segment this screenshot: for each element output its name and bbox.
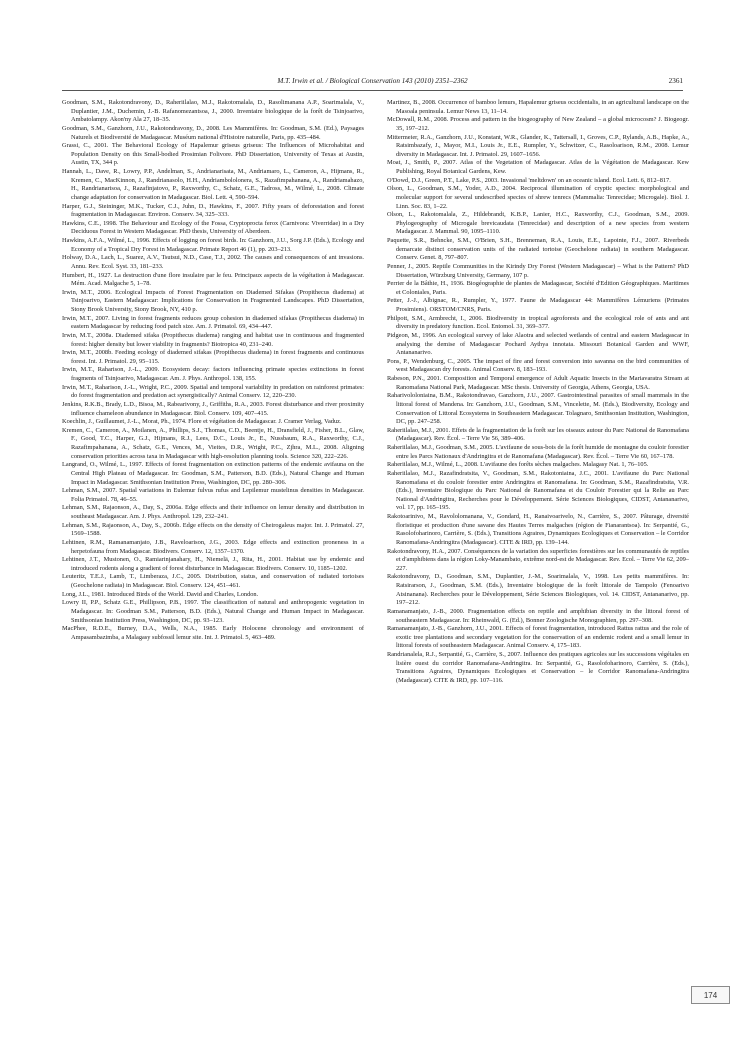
reference-entry: Humbert, H., 1927. La destruction d'une flore insulaire par le feu. Principaux aspects de la végétation à Madagascar. Mém. Acad. Malgache 5, 1–78.: [62, 271, 364, 288]
journal-citation: M.T. Irwin et al. / Biological Conservation 143 (2010) 2351–2362: [277, 77, 468, 85]
reference-entry: Koechlin, J., Guillaumet, J.-L., Morat, Ph., 1974. Flore et végétation de Madagascar. J. Cramer Verlag, Vaduz.: [62, 418, 342, 426]
reference-entry: Pidgeon, M., 1996. An ecological survey of lake Alaotra and selected wetlands of central and eastern Madagascar in analysing the demise of Madagascar Pochard Aythya innotata. Missouri Botanical Garden and WWF, Antananarivo.: [387, 331, 689, 357]
reference-entry: Hawkins, A.F.A., Wilmé, L., 1996. Effects of logging on forest birds. In: Ganzhorn, J.U., Sorg J.P. (Eds.), Ecology and Economy of a Tropical Dry Forest in Madagascar. Primate Report 46 (1), pp. 203–213.: [62, 237, 364, 253]
reference-entry: MacPhee, R.D.E., Burney, D.A., Wells, N.A., 1985. Early Holocene chronology and environment of Ampasambazimba, a Malagasy subfossil lemur site. Int. J. Primatol. 5, 463–489.: [62, 625, 364, 641]
reference-entry: Rakotoarinivo, M., Ravololomanana, V., Gondard, H., Ranaivoarivelo, N., Carrière, S., 2007. Pâturage, diversité floristique et production d'une savane des Hautes Terres malgaches (région de Fianarantsoa). In: Serpantié, G., Rasolofoharinoro, Carrière, S. (Eds.), Transitions Agraires, Dynamiques Ecologiques et Conservation – le Corridor Ranomafana-Andringitra (Madagascar). CITE & IRD, pp. 139–144.: [387, 513, 689, 546]
reference-entry: Lehman, S.M., Rajaonson, A., Day, S., 2006b. Edge effects on the density of Cheirogaleus major. Int. J. Primatol. 27, 1569–1588.: [62, 521, 364, 538]
reference-entry: Rakotondravony, D., Goodman, S.M., Duplantier, J.-M., Soarimalala, V., 1998. Les petits mammifères. In: Ratsirarson, J., Goodman, S.M. (Eds.), Inventaire biologique de la forêt littorale de Tampolo (Fenoarivo Atsinanana). Recherches pour le Développement, Série Sciences Biologiques, vol. 14. CIDST, Antananarivo, pp. 197–212.: [387, 573, 689, 607]
reference-entry: Grassi, C., 2001. The Behavioral Ecology of Hapalemur griseus griseus: The Influences of Microhabitat and Population Density on this Small-bodied Prosimian Folivore. PhD Dissertation, University of Texas at Austin, Austin, TX, 344 p.: [62, 142, 364, 167]
reference-entry: Mittermeier, R.A., Ganzhorn, J.U., Konstant, W.R., Glander, K., Tattersall, I., Groves, C.P., Rylands, A.B., Hapke, A., Ratsimbazafy, J., Mayor, M.I., Louis Jr., E.E., Rumpler, Y., Schwitzer, C., Rasoloarison, R.M., 2008. Lemur diversity in Madagascar. Int. J. Primatol. 29, 1607–1656.: [387, 133, 689, 158]
reference-entry: Raharivololoniaina, B.M., Rakotondravao, Ganzhorn, J.U., 2007. Gastrointestinal parasites of small mammals in the littoral forest of Mandena. In: Ganzhorn, J.U., Goodman, S.M., Vincelette, M. (Eds.), Biodiversity, Ecology and Conservation of Littoral Ecosystems in Southeastern Madagascar. Tolagnaro, Smithsonian Institution, Washington, DC, pp. 247–258.: [387, 392, 689, 426]
reference-entry: Raheriilalao, M.J., Goodman, S.M., 2005. L'avifaune de sous-bois de la forêt humide de montagne du couloir forestier entre les Parcs Nationaux d'Andringitra et de Ranomafana (Madagascar). Rev. Écol. – Terre Vie 60, 167–178.: [387, 444, 689, 460]
reference-entry: Martinez, B., 2008. Occurrence of bamboo lemurs, Hapalemur griseus occidentalis, in an agricultural landscape on the Masoala peninsula. Lemur News 13, 11–14.: [387, 99, 689, 115]
reference-entry: Harper, G.J., Steininger, M.K., Tucker, C.J., Juhn, D., Hawkins, F., 2007. Fifty years of deforestation and forest fragmentation in Madagascar. Environ. Conserv. 34, 325–333.: [62, 202, 364, 219]
reference-entry: Irwin, M.T., 2006. Ecological Impacts of Forest Fragmentation on Diademed Sifakas (Propithecus diadema) at Tsinjoarivo, Eastern Madagascar: Implications for Conservation in Fragmented Landscapes. PhD Dissertation, Stony Brook University, Stony Brook, NY, 410 p.: [62, 288, 364, 313]
header-rule: [62, 90, 683, 91]
reference-entry: Randrianalela, R.J., Serpantié, G., Carrière, S., 2007. Influence des pratiques agricoles sur les successions végétales en lisière ouest du corridor Ranomafana-Andringitra. In: Serpantié, G., Rasolofoharinoro, Carrière, S. (Eds.), Transitions Agraires, Dynamiques Ecologiques et Conservation – le Corridor Ranomafana-Andringitra (Madagascar). CITE & IRD, pp. 107–116.: [387, 651, 689, 684]
reference-entry: Lehtinen, J.T., Mustonen, O., Ramiarinjanahary, H., Niemelä, J., Rita, H., 2001. Habitat use by endemic and introduced rodents along a gradient of forest disturbance in Madagascar. Biodivers. Conserv. 10, 1185–1202.: [62, 556, 364, 572]
page-number: 2361: [668, 77, 683, 85]
reference-entry: Raheriilalao, M.J., Razafindratsita, V., Goodman, S.M., Rakotoniaina, J.C., 2001. L'avifaune du Parc National Ranomafana et du couloir forestier entre Andringitra et Ranomafana. In: Goodman, S.M., Razafindratsita, V.R. (Eds.), Inventaire Biologique du Parc National de Ranomafana et du Couloir Forestier qui la Relie au Parc National d'Andringitra, Recherches pour le Développement. Série Sciences Biologiques, CIDST, Antananarivo, vol. 17, pp. 165–195.: [387, 469, 689, 512]
reference-entry: Philpott, S.M., Armbrecht, I., 2006. Biodiversity in tropical agroforests and the ecological role of ants and ant diversity in predatory function. Ecol. Entomol. 31, 369–377.: [387, 314, 689, 331]
reference-entry: Pons, P., Wendenburg, C., 2005. The impact of fire and forest conversion into savanna on the bird communities of west Madagascan dry forests. Animal Conserv. 8, 183–193.: [387, 357, 689, 374]
reference-entry: O'Dowd, D.J., Green, P.T., Lake, P.S., 2003. Invasional 'meltdown' on an oceanic island. Ecol. Lett. 6, 812–817.: [387, 176, 671, 184]
reference-entry: Rakotondravony, H.A., 2007. Conséquences de la variation des superficies forestières sur les communautés de reptiles et d'amphibiens dans la région Loky-Manambato, extrême nord-est de Madagascar. Rev. Ecol. – Terre Vie 62, 209–227.: [387, 547, 689, 572]
reference-entry: Lowry II, P.P., Schatz G.E., Phillipson, P.B., 1997. The classification of natural and anthropogenic vegetation in Madagascar. In: Goodman S.M., Patterson, B.D. (Eds.), Natural Change and Human Impact in Madagascar. Smithsonian Institution Press, Washington, DC, pp. 93–123.: [62, 599, 364, 624]
reference-entry: Penner, J., 2005. Reptile Communities in the Kirindy Dry Forest (Western Madagascar) – What is the Pattern? PhD Dissertation, Würzburg University, Germany, 107 p.: [387, 262, 689, 279]
reference-entry: Petter, J.-J., Albignac, R., Rumpler, Y., 1977. Faune de Madagascar 44: Mammifères Lémuriens (Primates Prosimiens). ORSTOM/CNRS, Paris.: [387, 297, 689, 313]
reference-entry: Rabeson, P.N., 2001. Composition and Temporal emergence of Adult Aquatic Insects in the Mariavaratra Stream at Ranomafana National Park, Madagascar. MSc thesis. University of Georgia, Athens, Georgia, USA.: [387, 375, 689, 391]
reference-entry: McDowall, R.M., 2008. Process and pattern in the biogeography of New Zealand – a global microcosm? J. Biogeogr. 35, 197–212.: [387, 116, 689, 132]
reference-entry: Olson, L., Rakotomalala, Z., Hildebrandt, K.B.P., Lanier, H.C., Raxworthy, C.J., Goodman, S.M., 2009. Phylogeography of Microgale brevicaudata (Tenrecidae) and description of a new species from western Madagascar. J. Mammal. 90, 1095–1110.: [387, 211, 689, 236]
reference-entry: Long, J.L., 1981. Introduced Birds of the World. David and Charles, London.: [62, 590, 259, 598]
reference-entry: Irwin, M.T., 2007. Living in forest fragments reduces group cohesion in diademed sifakas (Propithecus diadema) in eastern Madagascar by reducing food patch size. Am. J. Primatol. 69, 434–447.: [62, 314, 364, 331]
reference-entry: Hawkins, C.E., 1998. The Behaviour and Ecology of the Fossa, Cryptoprocta ferox (Carnivora: Viverridae) in a Dry Deciduous Forest in Western Madagascar. PhD thesis, University of Aberdeen.: [62, 219, 364, 236]
reference-entry: Leuteritz, T.E.J., Lamb, T., Limberaza, J.C., 2005. Distribution, status, and conservation of radiated tortoises (Geochelone radiata) in Madagascar. Biol. Conserv. 124, 451–461.: [62, 573, 364, 589]
reference-entry: Raheriilalao, M.J., Wilmé, L., 2008. L'avifaune des forêts sèches malgaches. Malagasy Nat. 1, 76–105.: [387, 461, 649, 469]
reference-entry: Ramanamanjato, J.-B., 2000. Fragmentation effects on reptile and amphibian diversity in the littoral forest of southeastern Madagascar. In: Rheinwald, G. (Ed.), Bonner Zoologische Monographien, pp. 297–308.: [387, 607, 689, 624]
reference-entry: Moat, J., Smith, P., 2007. Atlas of the Vegetation of Madagascar. Atlas de la Végétation de Madagascar. Kew Publishing, Royal Botanical Gardens, Kew.: [387, 159, 689, 175]
reference-entry: Holway, D.A., Lach, L., Suarez, A.V., Tsutsui, N.D., Case, T.J., 2002. The causes and consequences of ant invasions. Annu. Rev. Ecol. Syst. 33, 181–233.: [62, 254, 364, 270]
references-left-column: [62, 99, 364, 1019]
reference-entry: Hannah, L., Dave, R., Lowry, P.P., Andelman, S., Andrianarisata, M., Andriamaro, L., Cameron, A., Hijmans, R., Kremen, C., MacKinnon, J., Randrianasolo, H.H., Andriambololonera, S., Razafimpahanana, A., Randriamahazo, H., Randrianarisoa, J., Razafinjatovo, P., Raxworthy, C., Schatz, G.E., Tadross, M., Wilmé, L., 2008. Climate change adaptation for conservation in Madagascar. Biol. Lett. 4, 590–594.: [62, 168, 364, 201]
reference-entry: Paquette, S.R., Behncke, S.M., O'Brien, S.H., Brenneman, R.A., Louis, E.E., Lapointe, F.J., 2007. Riverbeds demarcate distinct conservation units of the radiated tortoise (Geochelone radiata) in southern Madagascar. Conserv. Genet. 8, 797–807.: [387, 237, 689, 262]
reference-entry: Goodman, S.M., Ganzhorn, J.U., Rakotondravony, D., 2008. Les Mammifères. In: Goodman, S.M. (Ed.), Paysages Naturels et Biodiversité de Madagascar. Muséum national d'Histoire naturelle, Paris, pp. 435–484.: [62, 124, 364, 141]
reference-entry: Irwin, M.T., 2008b. Feeding ecology of diademed sifakas (Propithecus diadema) in forest fragments and continuous forest. Int. J. Primatol. 29, 95–115.: [62, 349, 364, 365]
reference-entry: Irwin, M.T., 2008a. Diademed sifaka (Propithecus diadema) ranging and habitat use in continuous and fragmented forest: higher density but lower viability in fragments? Biotropica 40, 231–240.: [62, 331, 364, 348]
reference-entry: Raheriilalao, M.J., 2001. Effets de la fragmentation de la forêt sur les oiseaux autour du Parc National de Ranomafana (Madagascar). Rev. Écol. – Terre Vie 56, 389–406.: [387, 426, 689, 443]
reference-entry: Goodman, S.M., Rakotondravony, D., Raheriilalao, M.J., Rakotomalala, D., Rasolimanana A.P., Soarimalala, V., Duplantier, J.M., Duchemin, J.-B. Rafanomezantsoa, J., 2000. Inventaire biologique de la forêt de Tsinjoarivo, Ambatolampy. Akon'ny Ala 27, 18–35.: [62, 99, 364, 124]
reference-entry: Kremen, C., Cameron, A., Moilanen, A., Phillips, S.J., Thomas, C.D., Beentje, H., Dransfield, J., Fisher, B.L., Glaw, F., Good, T.C., Harper, G.J., Hijmans, R.J., Lees, D.C., Louis Jr., E., Nussbaum, R.A., Raxworthy, C.J., Razafimpahanana, A., Schatz, G.E., Vences, M., Vieites, D.R., Wright, P.C., Zjhra, M.L., 2008. Aligning conservation priorities across taxa in Madagascar with high-resolution planning tools. Science 320, 222–226.: [62, 426, 364, 460]
reference-entry: Perrier de la Bâthie, H., 1936. Biogéographie de plantes de Madagascar, Société d'Edition Géographiques. Maritimes et Coloniales, Paris.: [387, 280, 689, 296]
reference-entry: Lehman, S.M., Rajaonson, A., Day, S., 2006a. Edge effects and their influence on lemur density and distribution in southeast Madagascar. Am. J. Phys. Anthropol. 129, 232–241.: [62, 504, 364, 520]
reference-entry: Langrand, O., Wilmé, L., 1997. Effects of forest fragmentation on extinction patterns of the endemic avifauna on the Central High Plateau of Madagascar. In: Goodman, S.M., Patterson, B.D. (Eds.), Natural Change and Human Impact in Madagascar. Smithsonian Institution Press, Washington, DC, pp. 280–306.: [62, 461, 364, 486]
reference-entry: Jenkins, R.K.B., Brady, L.D., Bisoa, M., Rabearivony, J., Griffiths, R.A., 2003. Forest disturbance and river proximity influence chameleon abundance in Madagascar. Biol. Conserv. 109, 407–415.: [62, 400, 364, 417]
references-right-column: [387, 99, 689, 1019]
running-header: [62, 77, 683, 89]
reference-entry: Irwin, M.T., Raharison, J.-L., 2009. Ecosystem decay: factors influencing primate species extinctions in forest fragments of Tsinjoarivo, Madagascar. Am. J. Phys. Anthropol. 138, 155.: [62, 366, 364, 382]
reference-entry: Lehtinen, R.M., Ramanamanjato, J.B., Raveloarison, J.G., 2003. Edge effects and extinction proneness in a herpetofauna from Madagascar. Biodivers. Conserv. 12, 1357–1370.: [62, 538, 364, 555]
reference-entry: Ramanamanjato, J.-B., Ganzhorn, J.U., 2001. Effects of forest fragmentation, introduced Rattus rattus and the role of exotic tree plantations and secondary vegetation for the conservation of an endemic rodent and a small lemur in littoral forests of southeastern Madagascar. Animal Conserv. 4, 175–183.: [387, 625, 689, 650]
reference-entry: Irwin, M.T., Raharison, J.-L., Wright, P.C., 2009. Spatial and temporal variability in predation on rainforest primates: do forest fragmentation and predation act synergistically? Animal Conserv. 12, 220–230.: [62, 383, 364, 400]
reference-entry: Olson, L., Goodman, S.M., Yoder, A.D., 2004. Reciprocal illumination of cryptic species: morphological and molecular support for several undescribed species of shrew tenrecs (Mammalia: Tenrecidae; Microgale). Biol. J. Linn. Soc. 83, 1–22.: [387, 185, 689, 210]
reference-entry: Lehman, S.M., 2007. Spatial variations in Eulemur fulvus rufus and Lepilemur mustelinus densities in Madagascar. Folia Primatol. 78, 46–55.: [62, 487, 364, 503]
page-stamp: 174: [691, 986, 730, 1004]
